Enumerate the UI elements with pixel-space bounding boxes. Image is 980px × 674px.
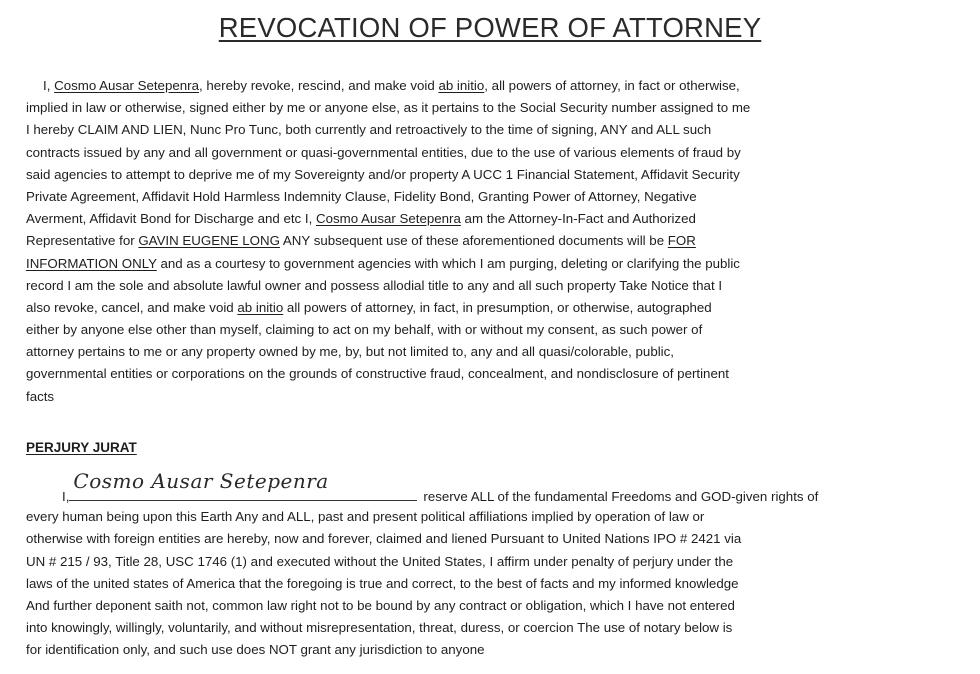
revocation-line-6: Private Agreement, Affidavit Hold Harmless Indemnity Clause, Fidelity Bond, Granting Power of Attorney, Negative xyxy=(26,188,697,204)
ab-initio-term: ab initio xyxy=(237,299,284,315)
revocation-line-8: Representative for GAVIN EUGENE LONG ANY subsequent use of these aforementioned documents will be FOR xyxy=(26,233,696,249)
perjury-line-4: UN # 215 / 93, Title 28, USC 1746 (1) and executed without the United States, I affirm under penalty of perjury under the xyxy=(26,553,734,569)
perjury-line-3: otherwise with foreign entities are hereby, now and forever, claimed and liened Pursuant to United Nations IPO # 2421 via xyxy=(26,531,742,547)
perjury-line-1: I, Cosmo Ausar Setepenra reserve ALL of the fundamental Freedoms and GOD-given rights of xyxy=(62,469,819,504)
revocation-line-12: either by anyone else other than myself, claiming to act on my behalf, with or without my consent, as such power of xyxy=(26,322,703,338)
for-information-only-end: INFORMATION ONLY xyxy=(26,255,157,271)
perjury-line-7: into knowingly, willingly, voluntarily, and without misrepresentation, threat, duress, or coercion The use of notary below is xyxy=(26,620,733,636)
ab-initio-term: ab initio xyxy=(438,78,485,93)
revocation-line-2: implied in law or otherwise, signed either by me or anyone else, as it pertains to the Social Security number assigned to me xyxy=(26,100,751,116)
principal-name: Cosmo Ausar Setepenra xyxy=(54,78,199,93)
for-information-only-start: FOR xyxy=(667,233,696,249)
perjury-line-5: laws of the united states of America that the foregoing is true and correct, to the best of facts and my informed knowledge xyxy=(26,575,739,591)
revocation-line-11: also revoke, cancel, and make void ab initio all powers of attorney, in fact, in presumption, or otherwise, autographed xyxy=(26,299,712,315)
signature-line xyxy=(69,469,417,501)
revocation-line-7: Averment, Affidavit Bond for Discharge and etc I, Cosmo Ausar Setepenra am the Attorney-In-Fact and Authorized xyxy=(26,211,696,227)
perjury-line-8: for identification only, and such use does NOT grant any jurisdiction to anyone xyxy=(26,642,485,658)
revocation-line-1: I, Cosmo Ausar Setepenra, hereby revoke, rescind, and make void ab initio, all powers of attorney, in fact or otherwise, xyxy=(43,78,740,93)
represented-name: GAVIN EUGENE LONG xyxy=(138,233,280,249)
revocation-line-10: record I am the sole and absolute lawful owner and possess allodial title to any and all such property Take Notice that I xyxy=(26,277,723,293)
handwritten-signature: Cosmo Ausar Setepenra xyxy=(73,469,329,493)
perjury-paragraph xyxy=(26,469,956,662)
revocation-line-4: contracts issued by any and all government or quasi-governmental entities, due to the use of various elements of fraud by xyxy=(26,144,741,160)
perjury-jurat-heading: PERJURY JURAT xyxy=(26,440,137,455)
revocation-paragraph xyxy=(26,75,956,408)
revocation-line-5: said agencies to attempt to deprive me of my Sovereignty and/or property A UCC 1 Financial Statement, Affidavit Security xyxy=(26,166,740,182)
revocation-line-9: INFORMATION ONLY and as a courtesy to government agencies with which I am purging, deleting or clarifying the public xyxy=(26,255,740,271)
revocation-line-3: I hereby CLAIM AND LIEN, Nunc Pro Tunc, both currently and retroactively to the time of signing, ANY and ALL such xyxy=(26,122,712,138)
revocation-line-15: facts xyxy=(26,388,55,404)
perjury-line-2: every human being upon this Earth Any and ALL, past and present political affiliations implied by operation of law or xyxy=(26,509,705,525)
revocation-line-14: governmental entities or corporations on the grounds of constructive fraud, concealment, and nondisclosure of pertinent xyxy=(26,366,729,382)
revocation-line-13: attorney pertains to me or any property owned by me, by, but not limited to, any and all quasi/colorable, public, xyxy=(26,344,674,360)
perjury-line-6: And further deponent saith not, common law right not to be bound by any contract or obligation, which I have not entered xyxy=(26,597,735,613)
attorney-in-fact-name: Cosmo Ausar Setepenra xyxy=(315,211,461,227)
document-title: REVOCATION OF POWER OF ATTORNEY xyxy=(218,12,762,43)
